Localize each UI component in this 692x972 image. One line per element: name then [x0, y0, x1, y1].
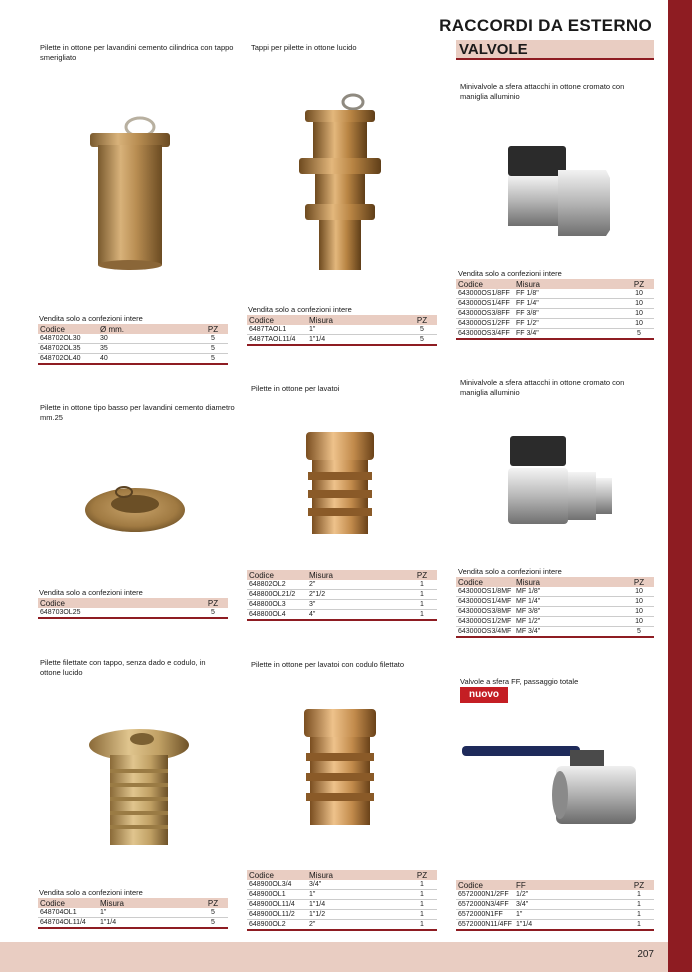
cell: MF 3/4": [514, 627, 624, 638]
product-description: Pilette in ottone per lavandini cemento cilindrica con tappo smerigliato: [40, 43, 234, 62]
cell: 1"1/4: [307, 335, 407, 346]
product-table: [456, 577, 654, 638]
cell: 30: [98, 334, 198, 344]
cell: 5: [624, 329, 654, 340]
cell: 648900OL1: [247, 890, 307, 900]
cell: 1: [407, 600, 437, 610]
cell: 643000OS3/4FF: [456, 329, 514, 340]
column-header: PZ: [624, 880, 654, 890]
cell: 5: [198, 918, 228, 929]
product-table: [247, 315, 437, 346]
cell: 648900OL11/4: [247, 900, 307, 910]
table-row: [456, 587, 654, 597]
cell: 643000OS1/2MF: [456, 617, 514, 627]
cell: 1: [624, 900, 654, 910]
product-description: Minivalvole a sfera attacchi in ottone cromato con maniglia alluminio: [460, 378, 625, 397]
cell: 2"1/2: [307, 590, 407, 600]
cell: MF 1/4": [514, 597, 624, 607]
product-table: [38, 898, 228, 929]
cell: 6572000N1FF: [456, 910, 514, 920]
column-header: Codice: [38, 898, 98, 908]
cell: 643000OS1/4MF: [456, 597, 514, 607]
product-description: Minivalvole a sfera attacchi in ottone cromato con maniglia alluminio: [460, 82, 625, 101]
product-description: Pilette in ottone per lavatoi: [251, 384, 340, 393]
sale-note: Vendita solo a confezioni intere: [39, 588, 143, 597]
table-row: [38, 334, 228, 344]
cell: 10: [624, 289, 654, 299]
cell: 1/2": [514, 890, 624, 900]
column-header: Codice: [247, 570, 307, 580]
cell: 5: [198, 344, 228, 354]
table-row: [247, 900, 437, 910]
cell: 10: [624, 309, 654, 319]
cell: 2": [307, 580, 407, 590]
table-row: [456, 910, 654, 920]
product-photo-washtub-drain: [302, 428, 378, 538]
product-photo-threaded-drain: [84, 725, 194, 855]
cell: FF 1/4": [514, 299, 624, 309]
cell: 1: [407, 580, 437, 590]
table-row: [456, 890, 654, 900]
sale-note: Vendita solo a confezioni intere: [39, 314, 143, 323]
cell: 10: [624, 587, 654, 597]
cell: 648800OL3: [247, 600, 307, 610]
column-header: PZ: [407, 870, 437, 880]
column-header: PZ: [624, 577, 654, 587]
cell: MF 1/2": [514, 617, 624, 627]
cell: FF 1/8": [514, 289, 624, 299]
cell: 5: [407, 325, 437, 335]
cell: 643000OS1/8FF: [456, 289, 514, 299]
column-header: PZ: [198, 324, 228, 334]
cell: 648702OL30: [38, 334, 98, 344]
table-row: [38, 918, 228, 929]
cell: 643000OS1/4FF: [456, 299, 514, 309]
column-header: Codice: [456, 577, 514, 587]
table-row: [247, 610, 437, 621]
cell: FF 3/4": [514, 329, 624, 340]
cell: 643000OS1/8MF: [456, 587, 514, 597]
table-row: [38, 344, 228, 354]
column-header: PZ: [407, 315, 437, 325]
sale-note: Vendita solo a confezioni intere: [458, 269, 562, 278]
cell: 648704OL11/4: [38, 918, 98, 929]
side-accent-bar: [668, 0, 692, 972]
sale-note: Vendita solo a confezioni intere: [248, 305, 352, 314]
cell: 648800OL21/2: [247, 590, 307, 600]
product-description: Valvole a sfera FF, passaggio totale: [460, 677, 579, 686]
cell: 648702OL35: [38, 344, 98, 354]
cell: 2": [307, 920, 407, 931]
cell: 1: [407, 920, 437, 931]
new-badge: nuovo: [460, 687, 508, 703]
cell: 3/4": [514, 900, 624, 910]
product-table: [247, 570, 437, 621]
cell: 10: [624, 597, 654, 607]
table-row: [456, 597, 654, 607]
product-description: Pilette in ottone tipo basso per lavandini cemento diametro mm.25: [40, 403, 235, 422]
cell: 1"1/4: [514, 920, 624, 931]
product-photo-washtub-drain-threaded: [300, 705, 380, 830]
sale-note: Vendita solo a confezioni intere: [39, 888, 143, 897]
column-header: Codice: [38, 324, 98, 334]
cell: 1": [307, 890, 407, 900]
cell: 648900OL3/4: [247, 880, 307, 890]
cell: 648703OL25: [38, 608, 198, 618]
cell: 1: [624, 890, 654, 900]
table-row: [456, 329, 654, 340]
cell: 648800OL4: [247, 610, 307, 621]
cell: 3": [307, 600, 407, 610]
cell: 5: [624, 627, 654, 638]
cell: 1": [307, 325, 407, 335]
cell: 1: [407, 590, 437, 600]
column-header: Codice: [38, 598, 198, 608]
column-header: Ø mm.: [98, 324, 198, 334]
cell: 5: [407, 335, 437, 346]
cell: 35: [98, 344, 198, 354]
sale-note: Vendita solo a confezioni intere: [458, 567, 562, 576]
cell: 6572000N3/4FF: [456, 900, 514, 910]
column-header: Misura: [514, 577, 624, 587]
cell: 10: [624, 299, 654, 309]
cell: 6572000N1/2FF: [456, 890, 514, 900]
cell: 5: [198, 354, 228, 365]
cell: 1: [407, 900, 437, 910]
product-table: [38, 598, 228, 619]
column-header: Codice: [247, 870, 307, 880]
cell: 4": [307, 610, 407, 621]
cell: 643000OS1/2FF: [456, 319, 514, 329]
table-row: [247, 590, 437, 600]
table-row: [456, 607, 654, 617]
cell: 1: [407, 880, 437, 890]
table-row: [247, 920, 437, 931]
table-row: [456, 289, 654, 299]
page-title: RACCORDI DA ESTERNO: [439, 16, 652, 35]
product-photo-cylindrical-drain: [80, 105, 180, 275]
table-row: [247, 600, 437, 610]
product-table: [38, 324, 228, 365]
cell: 3/4": [307, 880, 407, 890]
cell: 1: [624, 920, 654, 931]
cell: 5: [198, 334, 228, 344]
cell: 643000OS3/8MF: [456, 607, 514, 617]
cell: 1": [98, 908, 198, 918]
column-header: Misura: [514, 279, 624, 289]
product-table: [247, 870, 437, 931]
table-row: [247, 910, 437, 920]
cell: 1": [514, 910, 624, 920]
cell: 648802OL2: [247, 580, 307, 590]
cell: FF 1/2": [514, 319, 624, 329]
product-photo-mini-ball-valve-ff: [498, 138, 614, 238]
cell: 5: [198, 608, 228, 618]
product-description: Pilette filettate con tappo, senza dado e codulo, in ottone lucido: [40, 658, 206, 677]
table-row: [38, 908, 228, 918]
product-description: Tappi per pilette in ottone lucido: [251, 43, 357, 52]
table-row: [247, 580, 437, 590]
column-header: PZ: [198, 898, 228, 908]
product-photo-full-port-ball-valve: [460, 738, 650, 828]
column-header: Misura: [307, 570, 407, 580]
product-table: [456, 880, 654, 931]
cell: 648702OL40: [38, 354, 98, 365]
cell: 648704OL1: [38, 908, 98, 918]
cell: 6487TAOL1: [247, 325, 307, 335]
product-photo-drain-plug: [295, 88, 385, 278]
cell: 1"1/4: [98, 918, 198, 929]
table-row: [456, 920, 654, 931]
cell: 1: [407, 890, 437, 900]
table-row: [247, 890, 437, 900]
column-header: Codice: [456, 279, 514, 289]
cell: 6572000N11/4FF: [456, 920, 514, 931]
cell: 10: [624, 607, 654, 617]
product-photo-mini-ball-valve-mf: [502, 432, 618, 532]
column-header: Misura: [98, 898, 198, 908]
table-row: [247, 335, 437, 346]
cell: 648900OL11/2: [247, 910, 307, 920]
product-table: [456, 279, 654, 340]
column-header: Misura: [307, 315, 407, 325]
product-description: Pilette in ottone per lavatoi con codulo filettato: [251, 660, 405, 669]
table-row: [38, 354, 228, 365]
table-row: [456, 299, 654, 309]
table-row: [456, 319, 654, 329]
product-photo-low-drain: [80, 472, 190, 542]
table-row: [456, 309, 654, 319]
cell: 5: [198, 908, 228, 918]
cell: 10: [624, 617, 654, 627]
cell: MF 1/8": [514, 587, 624, 597]
table-row: [247, 880, 437, 890]
cell: 1"1/4: [307, 900, 407, 910]
table-row: [38, 608, 228, 618]
column-header: PZ: [198, 598, 228, 608]
cell: FF 3/8": [514, 309, 624, 319]
cell: 1"1/2: [307, 910, 407, 920]
cell: 1: [624, 910, 654, 920]
cell: 6487TAOL11/4: [247, 335, 307, 346]
cell: MF 3/8": [514, 607, 624, 617]
page-number: 207: [637, 949, 654, 960]
section-banner: [456, 40, 654, 60]
section-title: VALVOLE: [459, 41, 528, 58]
table-row: [456, 617, 654, 627]
cell: 1: [407, 610, 437, 621]
column-header: FF: [514, 880, 624, 890]
cell: 1: [407, 910, 437, 920]
table-row: [456, 627, 654, 638]
footer-band: [0, 942, 668, 972]
table-row: [456, 900, 654, 910]
column-header: Misura: [307, 870, 407, 880]
cell: 10: [624, 319, 654, 329]
column-header: PZ: [407, 570, 437, 580]
table-row: [247, 325, 437, 335]
cell: 643000OS3/8FF: [456, 309, 514, 319]
cell: 40: [98, 354, 198, 365]
column-header: Codice: [247, 315, 307, 325]
cell: 648900OL2: [247, 920, 307, 931]
column-header: PZ: [624, 279, 654, 289]
column-header: Codice: [456, 880, 514, 890]
cell: 643000OS3/4MF: [456, 627, 514, 638]
